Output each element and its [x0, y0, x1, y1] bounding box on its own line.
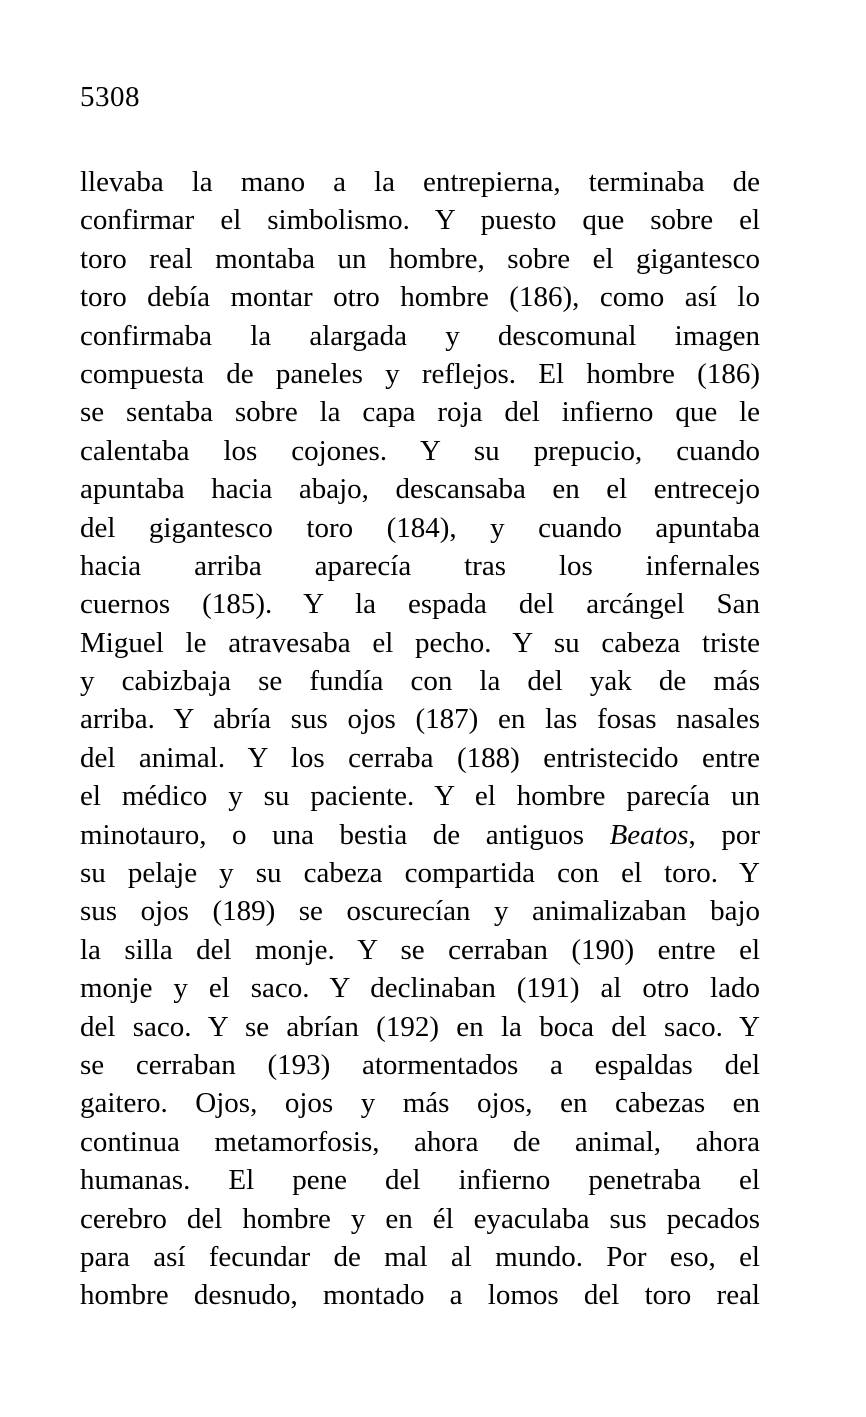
text-line: y cabizbaja se fundía con la del yak de más [80, 665, 760, 698]
text-line: apuntaba hacia abajo, descansaba en el entrecejo [80, 473, 760, 506]
text-line: su pelaje y su cabeza compartida con el toro. Y [80, 857, 760, 890]
text-line: el médico y su paciente. Y el hombre parecía un [80, 780, 760, 813]
text-line: cerebro del hombre y en él eyaculaba sus pecados [80, 1202, 760, 1235]
text-line: se sentaba sobre la capa roja del infierno que le [80, 396, 760, 429]
body-text-block [80, 163, 760, 1315]
text-line: toro debía montar otro hombre (186), como así lo [80, 281, 760, 314]
text-line: continua metamorfosis, ahora de animal, ahora [80, 1125, 760, 1158]
text-line: Miguel le atravesaba el pecho. Y su cabeza triste [80, 626, 760, 659]
text-line: gaitero. Ojos, ojos y más ojos, en cabezas en [80, 1087, 760, 1120]
text-line: calentaba los cojones. Y su prepucio, cuando [80, 434, 760, 467]
text-line: del saco. Y se abrían (192) en la boca del saco. Y [80, 1010, 760, 1043]
text-line: arriba. Y abría sus ojos (187) en las fosas nasales [80, 703, 760, 736]
text-line: confirmaba la alargada y descomunal imagen [80, 319, 760, 352]
text-line: cuernos (185). Y la espada del arcángel San [80, 588, 760, 621]
text-line: monje y el saco. Y declinaban (191) al otro lado [80, 972, 760, 1005]
text-line: hacia arriba aparecía tras los infernales [80, 549, 760, 582]
text-line-with-italic [80, 816, 760, 854]
text-segment: , por [688, 818, 760, 851]
page-number: 5308 [80, 81, 140, 113]
text-line: hombre desnudo, montado a lomos del toro real [80, 1279, 760, 1312]
italic-text-segment: Beatos [609, 818, 689, 851]
text-segment: minotauro, o una bestia de antiguos [80, 818, 610, 851]
text-line: compuesta de paneles y reflejos. El hombre (186) [80, 357, 760, 390]
text-line: del animal. Y los cerraba (188) entristecido entre [80, 741, 760, 774]
text-line: se cerraban (193) atormentados a espaldas del [80, 1048, 760, 1081]
text-line: para así fecundar de mal al mundo. Por eso, el [80, 1240, 760, 1273]
text-line: humanas. El pene del infierno penetraba el [80, 1164, 760, 1197]
text-line: toro real montaba un hombre, sobre el gigantesco [80, 242, 760, 275]
text-line: confirmar el simbolismo. Y puesto que sobre el [80, 204, 760, 237]
text-line: del gigantesco toro (184), y cuando apuntaba [80, 511, 760, 544]
text-line: sus ojos (189) se oscurecían y animalizaban bajo [80, 895, 760, 928]
text-line: llevaba la mano a la entrepierna, terminaba de [80, 166, 760, 198]
text-line: la silla del monje. Y se cerraban (190) entre el [80, 933, 760, 966]
